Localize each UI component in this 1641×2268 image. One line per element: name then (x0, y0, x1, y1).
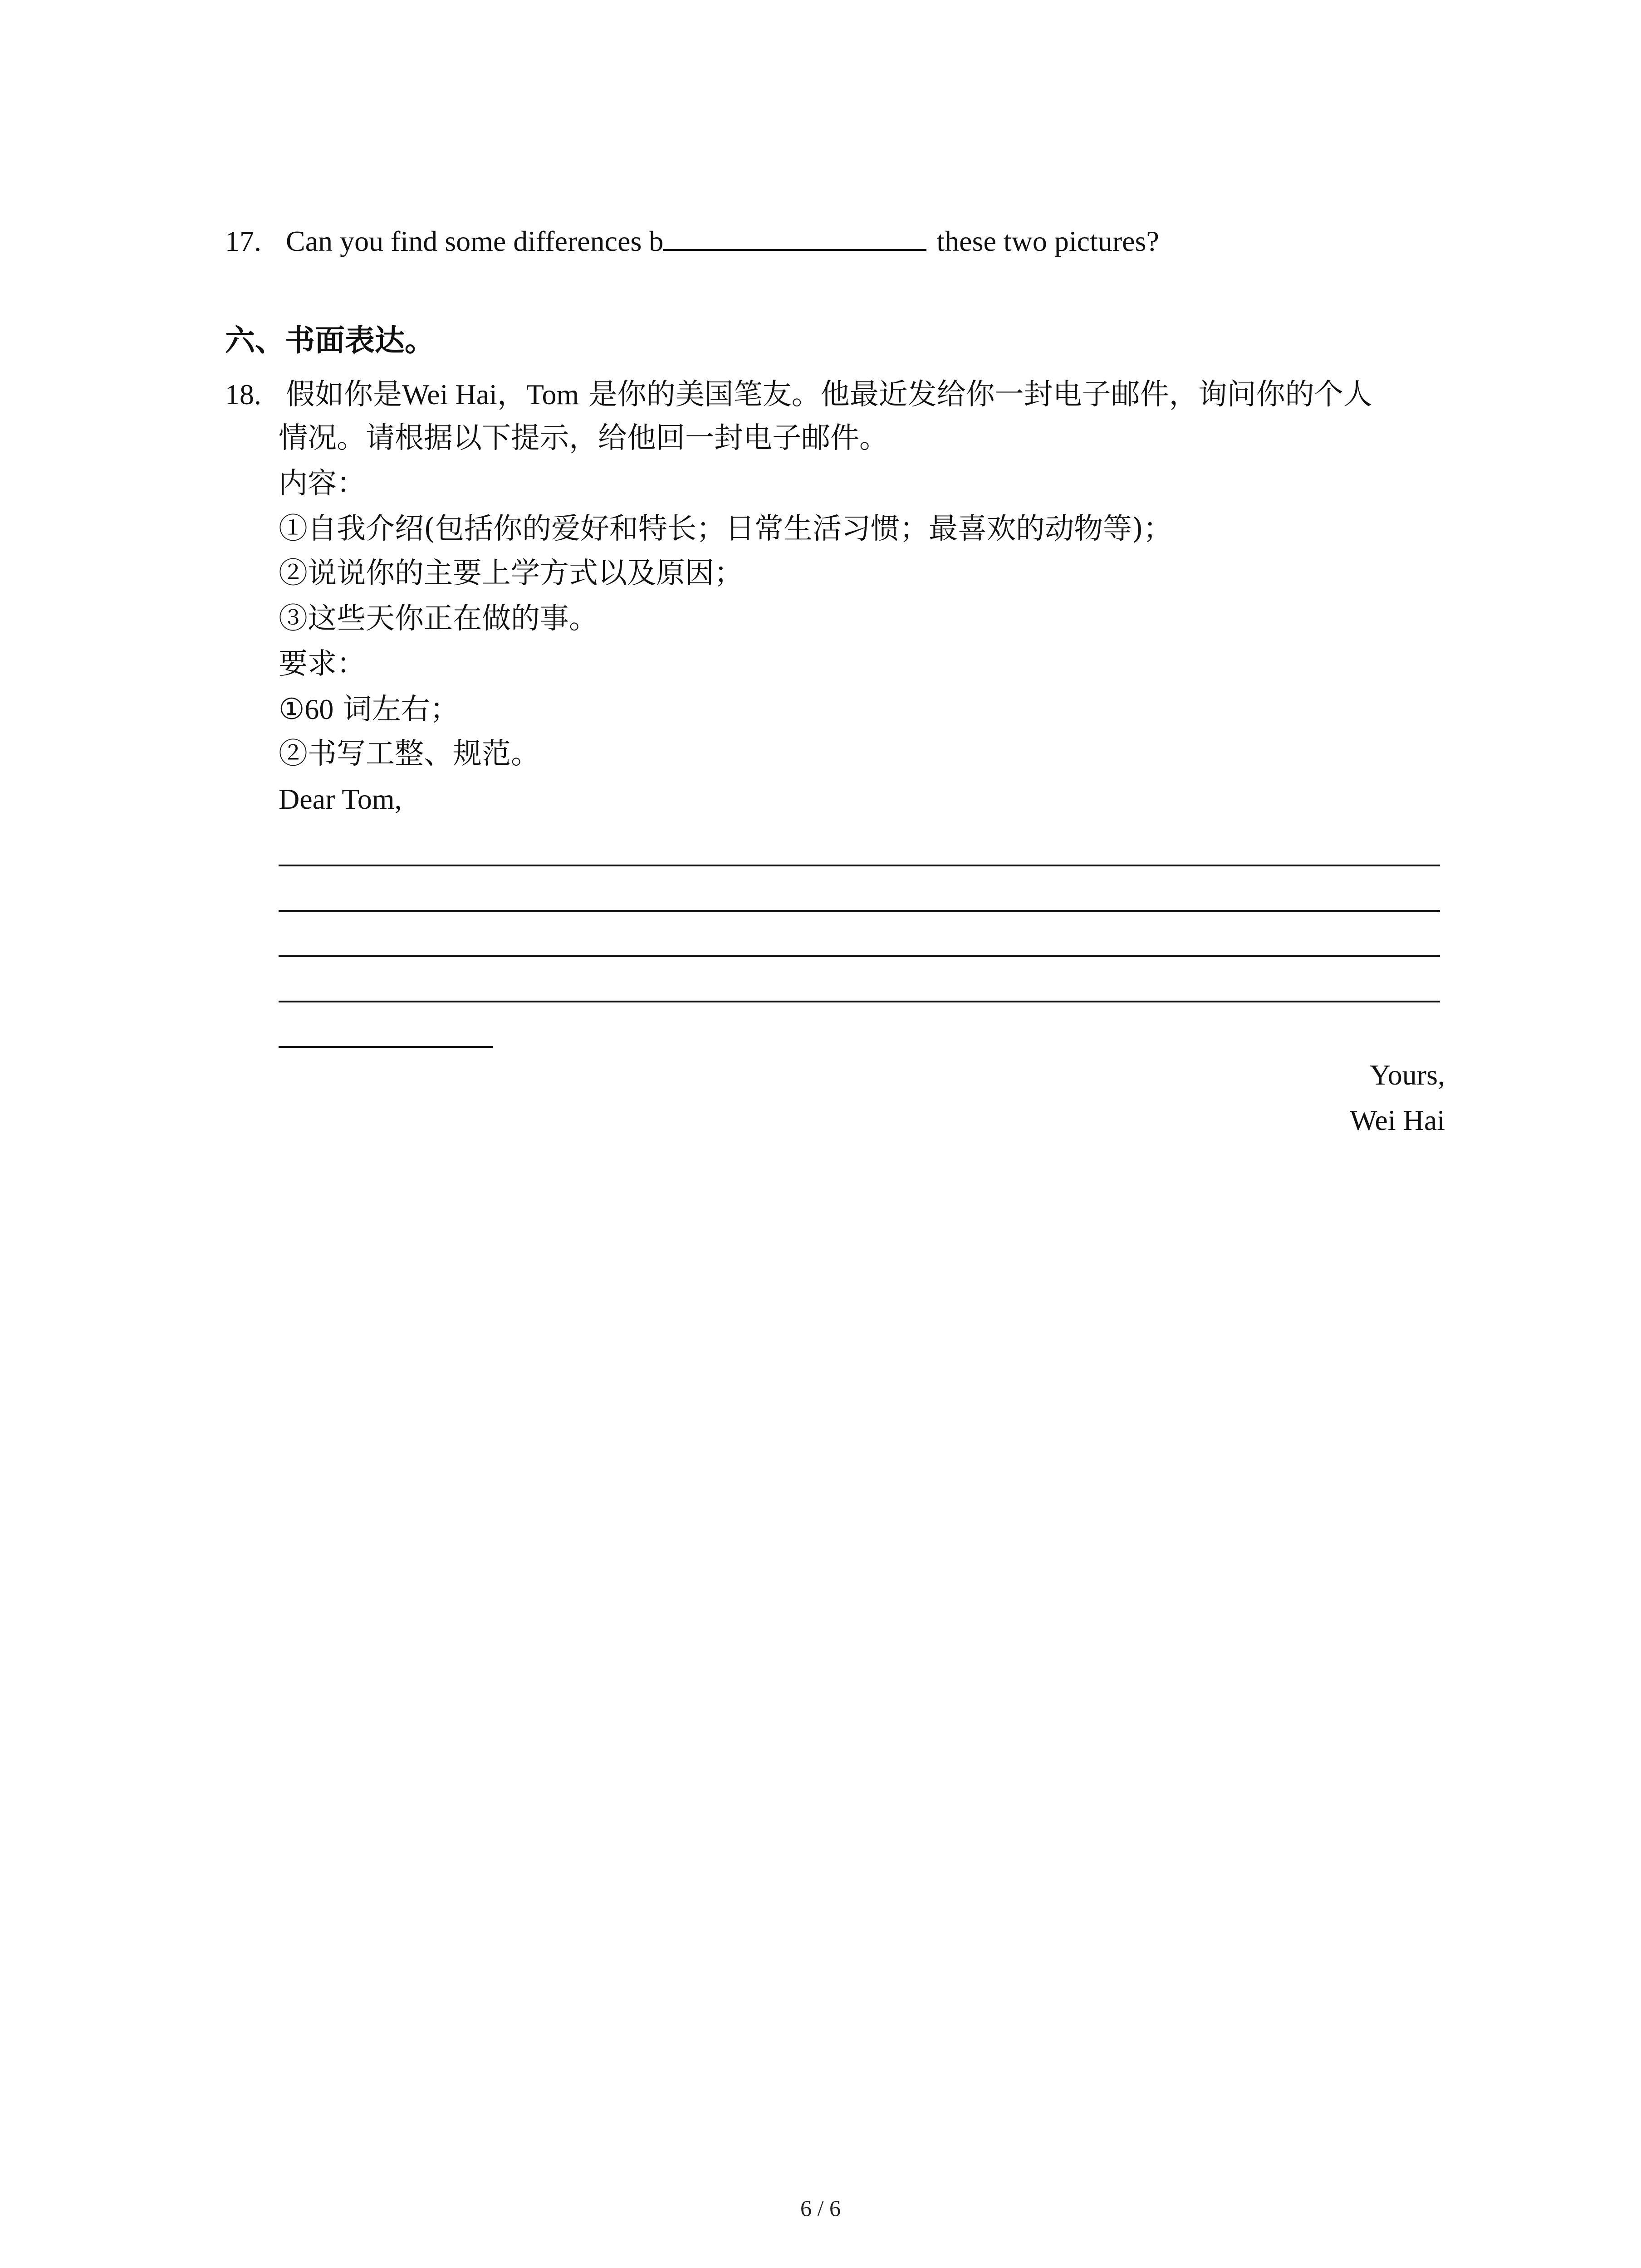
writing-line-short[interactable] (279, 1046, 493, 1048)
writing-line[interactable] (279, 1001, 1440, 1002)
letter-closing: Yours, (1369, 1059, 1445, 1091)
question-18-line-2: 情况。请根据以下提示，给他回一封电子邮件。 (279, 421, 888, 455)
requirement-1: ①60 词左右； (279, 693, 459, 726)
content-label: 内容： (279, 467, 366, 500)
question-number: 17. (225, 225, 261, 257)
question-text-after-blank: these two pictures? (929, 225, 1159, 257)
question-17 (225, 223, 1159, 259)
content-item-3: ③这些天你正在做的事。 (279, 602, 598, 635)
question-text-before-blank: Can you find some differences b (286, 225, 664, 257)
writing-line[interactable] (279, 865, 1440, 866)
content-item-1: ①自我介绍(包括你的爱好和特长；日常生活习惯；最喜欢的动物等)； (279, 512, 1172, 546)
requirement-2: ②书写工整、规范。 (279, 737, 540, 771)
content-item-2: ②说说你的主要上学方式以及原因； (279, 557, 743, 590)
letter-signature: Wei Hai (1350, 1104, 1445, 1136)
writing-line[interactable] (279, 955, 1440, 957)
question-18-line-1: 18. 假如你是Wei Hai，Tom 是你的美国笔友。他最近发给你一封电子邮件，询问你的个人 (225, 378, 1372, 411)
writing-line[interactable] (279, 910, 1440, 912)
question-number: 18. (225, 378, 261, 411)
letter-greeting: Dear Tom, (279, 783, 402, 815)
answer-blank[interactable] (663, 225, 926, 251)
requirement-label: 要求： (279, 647, 366, 681)
section-heading: 六、书面表达。 (225, 323, 435, 358)
page-number: 6 / 6 (800, 2195, 841, 2221)
